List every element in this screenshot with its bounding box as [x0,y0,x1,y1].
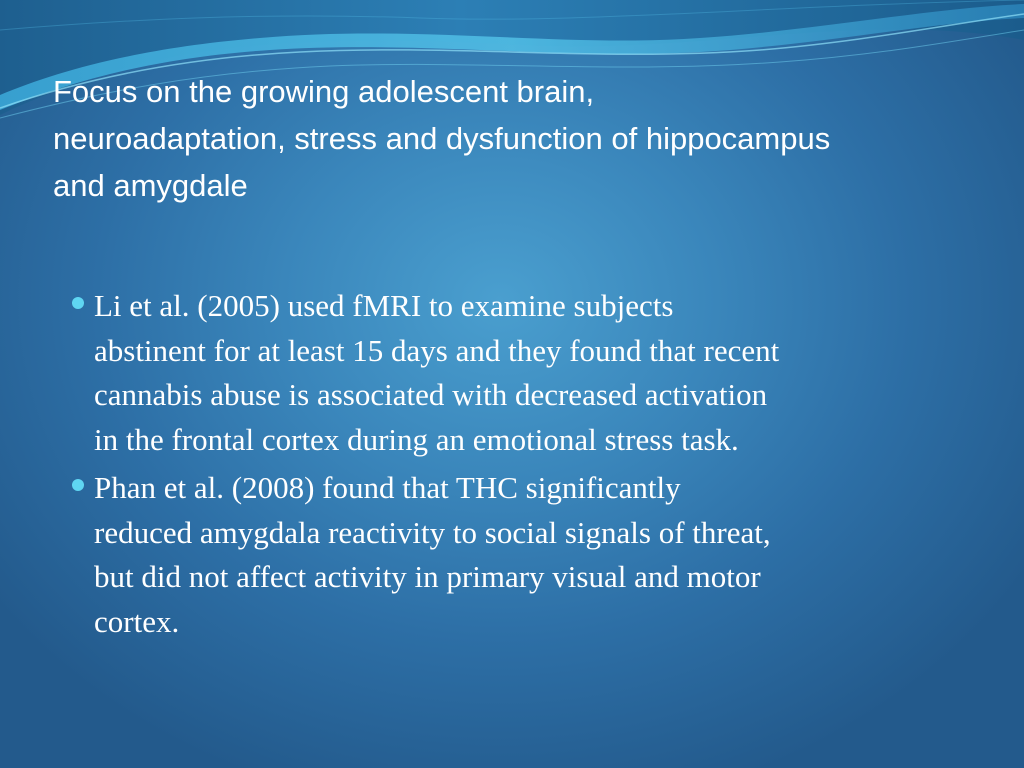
bullet-line: abstinent for at least 15 days and they found that recent [94,332,780,368]
bullet-line: cannabis abuse is associated with decreased activation [94,377,768,412]
bullet-line: Li et al. (2005) used fMRI to examine subjects [94,288,674,323]
title-line: Focus on the growing adolescent brain, [53,74,595,109]
bullet-line: but did not affect activity in primary visual and motor [94,559,761,594]
title-line: neuroadaptation, stress and dysfunction of hippocampus [53,121,831,156]
bullet-item [72,466,972,644]
slide-title [53,68,983,209]
bullet-list [72,284,972,648]
bullet-line: in the frontal cortex during an emotional stress task. [94,421,739,457]
bullet-line: Phan et al. (2008) found that THC significantly [94,470,681,505]
bullet-dot-icon [72,479,84,491]
bullet-line: cortex. [94,603,180,639]
title-line: and amygdale [53,168,248,203]
bullet-line: reduced amygdala reactivity to social signals of threat, [94,514,771,550]
bullet-item [72,284,972,462]
bullet-text [94,466,972,644]
bullet-dot-icon [72,297,84,309]
bullet-text [94,284,972,462]
